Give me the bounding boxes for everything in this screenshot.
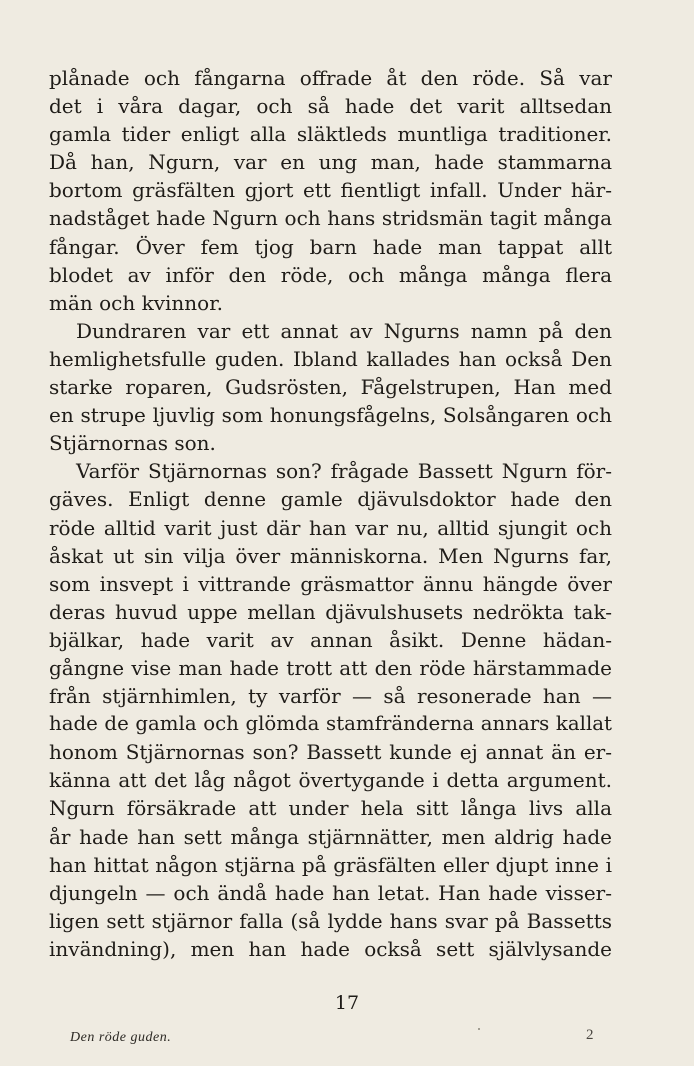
text-line: gäves. Enligt denne gamle djävulsdoktor hade den [49,487,612,512]
text-line: Ngurn försäkrade att under hela sitt långa livs alla [49,796,612,821]
text-line: han hittat någon stjärna på gräsfälten eller djupt inne i [49,852,612,877]
text-line: starke roparen, Gudsrösten, Fågelstrupen, Han med [49,375,612,400]
text-line: plånade och fångarna offrade åt den röde. Så var [49,66,612,90]
print-speck [478,1028,480,1030]
text-line: bjälkar, hade varit av annan åsikt. Denne hädan- [49,627,612,652]
text-line: röde alltid varit just där han var nu, alltid sjungit och [49,515,612,540]
text-line: deras huvud uppe mellan djävulshusets nedrökta tak- [49,599,612,624]
text-line: djungeln — och ändå hade han letat. Han hade visser- [49,880,612,905]
text-line: åskat ut sin vilja över människorna. Men Ngurns far, [49,543,612,568]
text-line: fångar. Över fem tjog barn hade man tappat allt [49,234,612,259]
text-line: Stjärnornas son. [49,431,216,456]
text-line: det i våra dagar, och så hade det varit alltsedan [49,94,612,119]
text-line: ligen sett stjärnor falla (så lydde hans svar på Bassetts [49,908,612,933]
signature-number: 2 [586,1027,594,1043]
text-line: honom Stjärnornas son? Bassett kunde ej annat än er- [49,740,612,765]
text-line: år hade han sett många stjärnnätter, men aldrig hade [49,824,612,849]
text-line: känna att det låg något övertygande i detta argument. [49,768,612,793]
text-line: invändning), men han hade också sett självlysande [49,936,612,961]
page-number: 17 [334,992,360,1014]
text-line: nadståget hade Ngurn och hans stridsmän tagit många [49,206,612,231]
text-line: Dundraren var ett annat av Ngurns namn på den [76,318,612,343]
text-line: Varför Stjärnornas son? frågade Bassett Ngurn för- [76,459,612,484]
text-line: hemlighetsfulle guden. Ibland kallades han också Den [49,346,612,371]
body-text [49,64,612,963]
text-line: blodet av inför den röde, och många många flera [49,262,612,287]
text-line: gamla tider enligt alla släktleds muntliga traditioner. [49,122,612,147]
text-line: från stjärnhimlen, ty varför — så resonerade han — [49,684,612,709]
signature-title: Den röde guden. [70,1030,172,1045]
text-line: som insvept i vittrande gräsmattor ännu hängde över [49,571,612,596]
text-line: Då han, Ngurn, var en ung man, hade stammarna [49,150,612,175]
text-line: gångne vise man hade trott att den röde härstammade [49,655,612,680]
text-line: en strupe ljuvlig som honungsfågelns, Solsångaren och [49,403,612,428]
text-line: hade de gamla och glömda stamfränderna annars kallat [49,712,612,736]
text-line: bortom gräsfälten gjort ett fientligt infall. Under här- [49,178,612,203]
text-line: män och kvinnor. [49,290,223,315]
